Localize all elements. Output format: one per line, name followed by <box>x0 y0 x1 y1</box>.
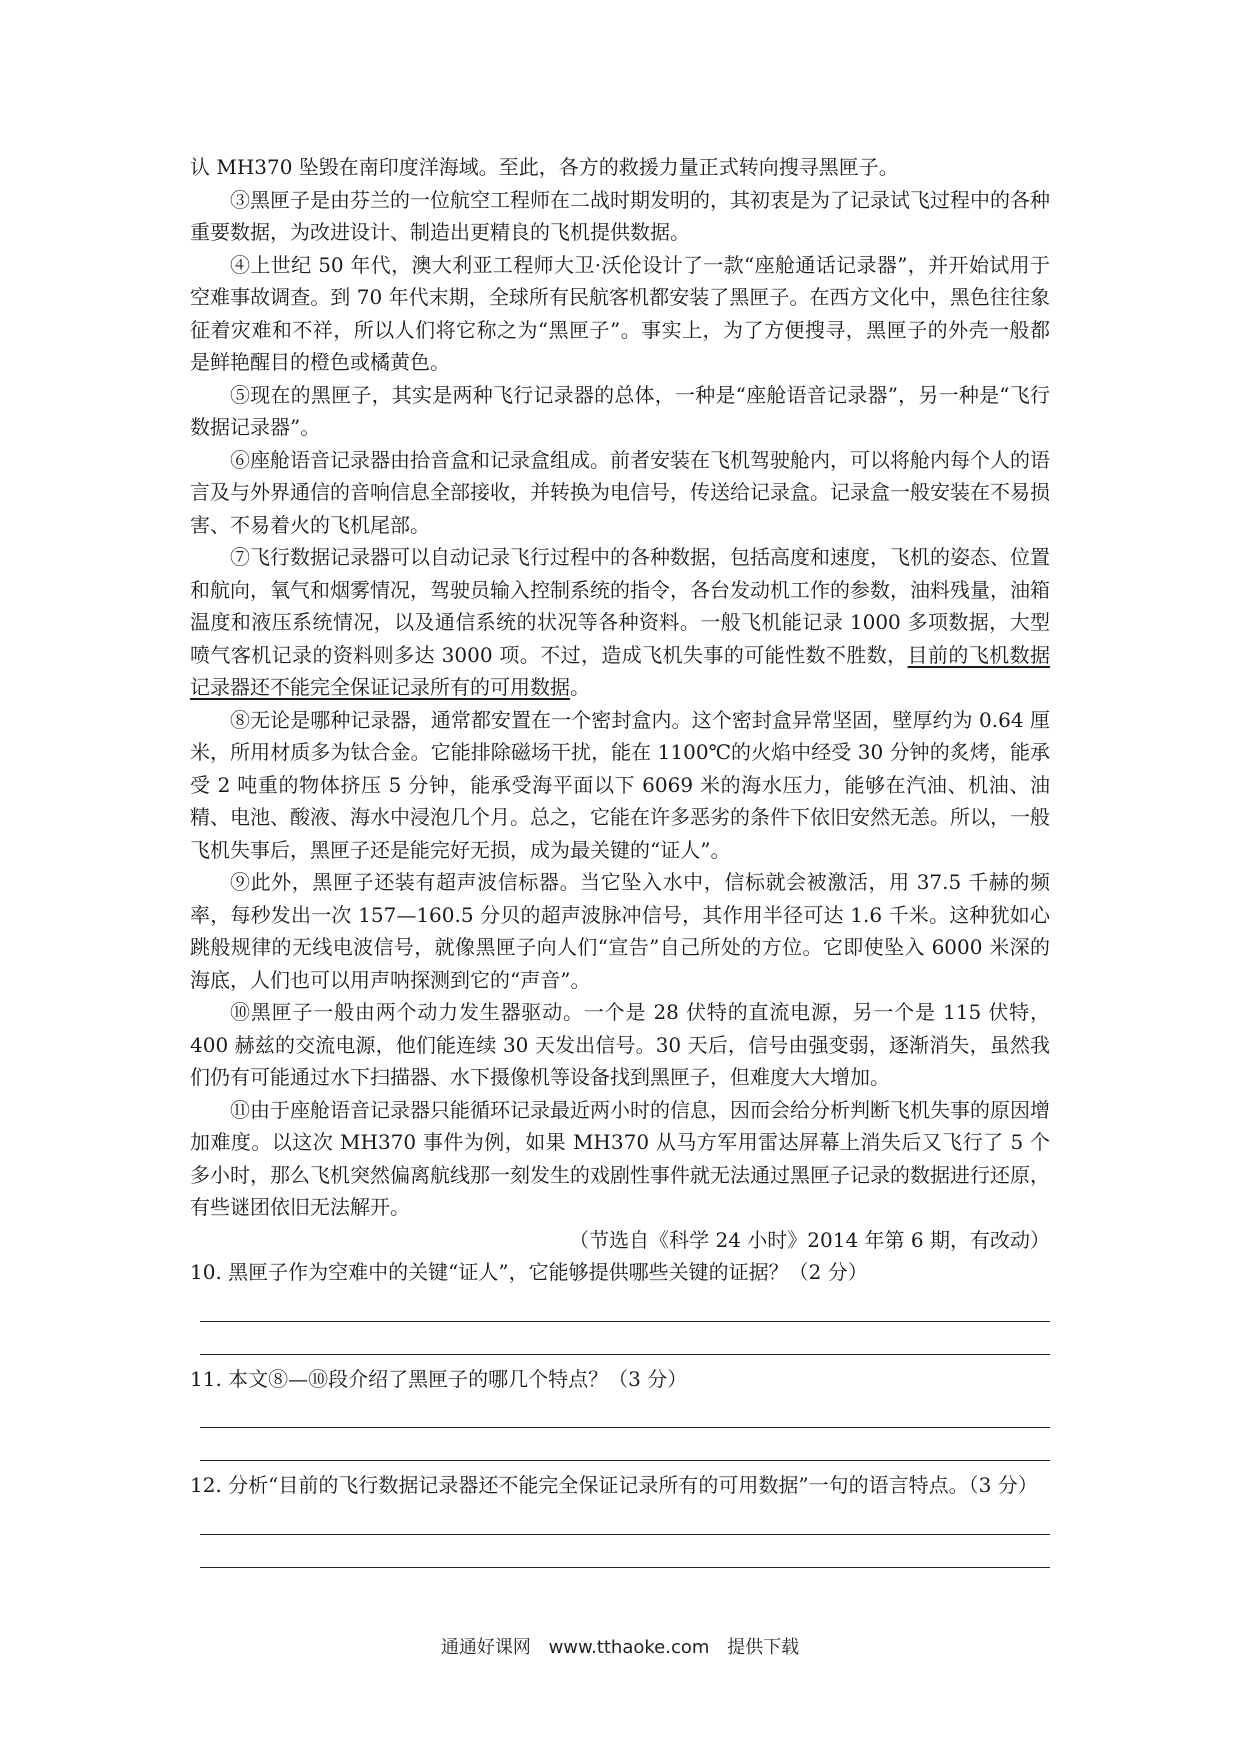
question-11: 11. 本文⑧—⑩段介绍了黑匣子的哪几个特点？（3 分） <box>190 1366 688 1391</box>
paragraph-8: ⑧无论是哪种记录器，通常都安置在一个密封盒内。这个密封盒异常坚固，壁厚约为 0.64 厘米，所用材质多为钛合金。它能排除磁场干扰，能在 1100℃的火焰中经受 30 分钟的炙烤，能承受 2 吨重的物体挤压 5 分钟，能承受海平面以下 6069 米的海水压力，能够在汽油、机油、油精、电池、酸液、海水中浸泡几个月。总之，它能在许多恶劣的条件下依旧安然无恙。所以，一般飞机失事后，黑匣子还是能完好无损，成为最关键的“证人”。 <box>190 707 1050 862</box>
question-12: 12. 分析“目前的飞行数据记录器还不能完全保证记录所有的可用数据”一句的语言特点。（3 分） <box>190 1473 1038 1497</box>
paragraph-7-text: ⑦飞行数据记录器可以自动记录飞行过程中的各种数据，包括高度和速度，飞机的姿态、位置和航向，氧气和烟雾情况，驾驶员输入控制系统的指令，各台发动机工作的参数，油料残量，油箱温度和液压系统情况，以及通信系统的状况等各种资料。一般飞机能记录 1000 多项数据，大型喷气客机记录的资料则多达 3000 项。不过，造成飞机失事的可能性数不胜数， <box>190 545 1050 667</box>
source-citation: （节选自《科学 24 小时》2014 年第 6 期，有改动） <box>569 1227 1050 1252</box>
paragraph-6: ⑥座舱语音记录器由拾音盒和记录盒组成。前者安装在飞机驾驶舱内，可以将舱内每个人的语言及与外界通信的音响信息全部接收，并转换为电信号，传送给记录盒。记录盒一般安装在不易损害、不易着火的飞机尾部。 <box>190 447 1050 537</box>
answer-line[interactable] <box>200 1289 1050 1322</box>
paragraph-9: ⑨此外，黑匣子还装有超声波信标器。当它坠入水中，信标就会被激活，用 37.5 千赫的频率，每秒发出一次 157—160.5 分贝的超声波脉冲信号，其作用半径可达 1.6 千米。这种犹如心跳般规律的无线电波信号，就像黑匣子向人们“宣告”自己所处的方位。它即使坠入 6000 米深的海底，人们也可以用声呐探测到它的“声音”。 <box>190 870 1050 992</box>
paragraph-7 <box>190 541 1050 704</box>
footer-url: www.tthaoke.com <box>548 1637 710 1658</box>
answer-line[interactable] <box>200 1502 1050 1535</box>
footer-site-name: 通通好课网 <box>440 1637 531 1658</box>
answer-line[interactable] <box>200 1322 1050 1355</box>
paragraph-3: ③黑匣子是由芬兰的一位航空工程师在二战时期发明的，其初衷是为了记录试飞过程中的各种重要数据，为改进设计、制造出更精良的飞机提供数据。 <box>190 187 1050 244</box>
question-10: 10. 黑匣子作为空难中的关键“证人”，它能够提供哪些关键的证据？（2 分） <box>190 1260 868 1284</box>
underlined-sentence: 目前的飞机数据记录器还不能完全保证记录所有的可用数据 <box>190 642 1050 699</box>
paragraph-7-end: 。 <box>570 675 590 699</box>
reading-passage <box>190 151 1050 1568</box>
footer-suffix: 提供下载 <box>727 1637 800 1658</box>
paragraph-2-continuation: 认 MH370 坠毁在南印度洋海域。至此，各方的救援力量正式转向搜寻黑匣子。 <box>190 155 899 179</box>
page-footer <box>0 1633 1240 1659</box>
answer-line[interactable] <box>200 1428 1050 1461</box>
answer-line[interactable] <box>200 1395 1050 1428</box>
answer-line[interactable] <box>200 1535 1050 1568</box>
paragraph-11: ⑪由于座舱语音记录器只能循环记录最近两小时的信息，因而会给分析判断飞机失事的原因增加难度。以这次 MH370 事件为例，如果 MH370 从马方军用雷达屏幕上消失后又飞行了 5 个多小时，那么飞机突然偏离航线那一刻发生的戏剧性事件就无法通过黑匣子记录的数据进行还原，有些谜团依旧无法解开。 <box>190 1097 1050 1219</box>
paragraph-4: ④上世纪 50 年代，澳大利亚工程师大卫·沃伦设计了一款“座舱通话记录器”，并开始试用于空难事故调查。到 70 年代末期，全球所有民航客机都安装了黑匣子。在西方文化中，黑色往往象征着灾难和不祥，所以人们将它称之为“黑匣子”。事实上，为了方便搜寻，黑匣子的外壳一般都是鲜艳醒目的橙色或橘黄色。 <box>190 252 1050 374</box>
paragraph-5: ⑤现在的黑匣子，其实是两种飞行记录器的总体，一种是“座舱语音记录器”，另一种是“飞行数据记录器”。 <box>190 382 1050 439</box>
paragraph-10: ⑩黑匣子一般由两个动力发生器驱动。一个是 28 伏特的直流电源，另一个是 115 伏特，400 赫兹的交流电源，他们能连续 30 天发出信号。30 天后，信号由强变弱，逐渐消失，虽然我们仍有可能通过水下扫描器、水下摄像机等设备找到黑匣子，但难度大大增加。 <box>190 1000 1050 1089</box>
